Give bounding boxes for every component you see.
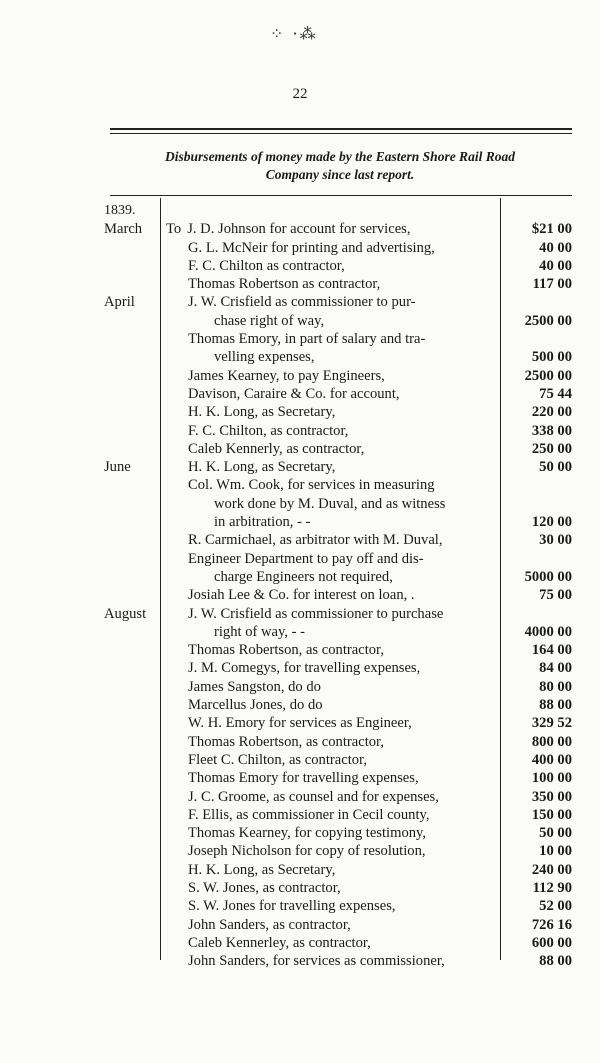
entry-text: James Sangston, do do xyxy=(188,678,321,695)
ledger-row xyxy=(104,714,584,732)
entry-text: Caleb Kennerley, as contractor, xyxy=(188,934,371,951)
entry-description xyxy=(188,385,522,403)
entry-description xyxy=(188,257,522,275)
entry-amount: 40 00 xyxy=(539,257,572,274)
ledger-row xyxy=(104,275,584,293)
entry-text: Josiah Lee & Co. for interest on loan, . xyxy=(188,587,415,604)
ledger-row xyxy=(104,824,584,842)
entry-text: Engineer Department to pay off and dis- xyxy=(188,550,424,567)
entry-description xyxy=(188,275,522,293)
entry-text: J. W. Crisfield as commissioner to pur- xyxy=(188,294,416,311)
ledger-row xyxy=(104,476,584,494)
entry-text: W. H. Emory for services as Engineer, xyxy=(188,715,412,732)
entry-description xyxy=(188,879,522,897)
ledger-row xyxy=(104,312,584,330)
entry-description xyxy=(214,348,548,366)
month-label: August xyxy=(104,605,147,622)
entry-description xyxy=(188,916,522,934)
entry-text: Thomas Robertson as contractor, xyxy=(188,276,381,293)
entry-text: S. W. Jones, as contractor, xyxy=(188,879,341,896)
entry-text: H. K. Long, as Secretary, xyxy=(188,459,336,476)
entry-amount: 10 00 xyxy=(539,843,572,860)
entry-text: Joseph Nicholson for copy of resolution, xyxy=(188,843,426,860)
entry-description xyxy=(214,312,548,330)
entry-description xyxy=(214,513,548,531)
entry-description xyxy=(188,806,522,824)
entry-amount: 220 00 xyxy=(531,404,572,421)
entry-text: J. C. Groome, as counsel and for expenses, xyxy=(188,788,439,805)
entry-description xyxy=(188,952,522,970)
page-number: 22 xyxy=(292,86,308,102)
ledger-row xyxy=(104,806,584,824)
entry-amount: $21 00 xyxy=(531,221,572,238)
ledger-row xyxy=(104,769,584,787)
heading-line-1: Disbursements of money made by the Eastern Shore Rail Road xyxy=(165,149,515,164)
ledger-row xyxy=(104,239,584,257)
entry-amount: 164 00 xyxy=(531,642,572,659)
disbursement-ledger xyxy=(104,202,584,970)
entry-text: F. C. Chilton, as contractor, xyxy=(188,422,349,439)
entry-description xyxy=(214,495,548,513)
entry-amount: 4000 00 xyxy=(524,623,572,640)
entry-amount: 240 00 xyxy=(531,861,572,878)
ledger-row xyxy=(104,678,584,696)
entry-description xyxy=(214,568,548,586)
entry-text: Davison, Caraire & Co. for account, xyxy=(188,385,400,402)
entry-description xyxy=(188,458,522,476)
entry-description xyxy=(188,751,522,769)
entry-text: Fleet C. Chilton, as contractor, xyxy=(188,751,367,768)
entry-description xyxy=(188,293,522,311)
ledger-row xyxy=(104,659,584,677)
entry-text: Marcellus Jones, do do xyxy=(188,697,323,714)
entry-description xyxy=(188,239,522,257)
entry-description xyxy=(166,220,500,238)
entry-amount: 100 00 xyxy=(531,770,572,787)
entry-amount: 88 00 xyxy=(539,697,572,714)
entry-text: J. M. Comegys, for travelling expenses, xyxy=(188,660,421,677)
ledger-row xyxy=(104,367,584,385)
ledger-row xyxy=(104,733,584,751)
entry-text: Thomas Robertson, as contractor, xyxy=(188,733,384,750)
entry-text: H. K. Long, as Secretary, xyxy=(188,861,336,878)
entry-text: right of way, - - xyxy=(214,623,306,640)
ledger-row xyxy=(104,385,584,403)
entry-description xyxy=(188,934,522,952)
entry-text: H. K. Long, as Secretary, xyxy=(188,404,336,421)
entry-description xyxy=(188,696,522,714)
entry-description xyxy=(188,605,522,623)
entry-description xyxy=(188,440,522,458)
entry-text: Caleb Kennerly, as contractor, xyxy=(188,440,365,457)
entry-description xyxy=(188,788,522,806)
ledger-row xyxy=(104,861,584,879)
entry-description xyxy=(188,586,522,604)
entry-amount: 338 00 xyxy=(531,422,572,439)
entry-text: charge Engineers not required, xyxy=(214,568,393,585)
entry-amount: 80 00 xyxy=(539,678,572,695)
entry-amount: 52 00 xyxy=(539,898,572,915)
entry-amount: 30 00 xyxy=(539,532,572,549)
ink-smudge-mark: ⁘ ·⁂ xyxy=(270,24,318,43)
month-label: June xyxy=(104,459,131,476)
entry-amount: 120 00 xyxy=(531,514,572,531)
entry-description xyxy=(188,476,522,494)
entry-description xyxy=(188,769,522,787)
entry-amount: 117 00 xyxy=(532,276,572,293)
entry-description xyxy=(188,659,522,677)
entry-text: F. Ellis, as commissioner in Cecil county, xyxy=(188,806,430,823)
entry-amount: 2500 00 xyxy=(524,367,572,384)
entry-description xyxy=(188,641,522,659)
entry-amount: 84 00 xyxy=(539,660,572,677)
table-top-rule xyxy=(110,195,572,196)
entry-text: John Sanders, as contractor, xyxy=(188,916,351,933)
ledger-row xyxy=(104,696,584,714)
ledger-row xyxy=(104,293,584,311)
entry-description xyxy=(214,623,548,641)
ledger-row xyxy=(104,550,584,568)
ledger-row xyxy=(104,641,584,659)
ledger-row xyxy=(104,916,584,934)
ledger-row xyxy=(104,458,584,476)
ledger-row xyxy=(104,531,584,549)
ledger-row xyxy=(104,605,584,623)
month-label: March xyxy=(104,221,143,238)
entry-text: velling expenses, xyxy=(214,349,315,366)
ledger-row xyxy=(104,586,584,604)
entry-amount: 329 52 xyxy=(531,715,572,732)
entry-amount: 88 00 xyxy=(539,953,572,970)
entry-amount: 75 44 xyxy=(539,385,572,402)
entry-amount: 50 00 xyxy=(539,825,572,842)
ledger-row xyxy=(104,495,584,513)
entry-prefix: To xyxy=(166,221,182,238)
ledger-row xyxy=(104,568,584,586)
entry-amount: 726 16 xyxy=(531,916,572,933)
entry-description xyxy=(188,550,522,568)
entry-description xyxy=(188,824,522,842)
heading-line-2: Company since last report. xyxy=(265,167,415,182)
ledger-row xyxy=(104,403,584,421)
ledger-row xyxy=(104,623,584,641)
entry-amount: 50 00 xyxy=(539,459,572,476)
entry-description xyxy=(188,403,522,421)
entry-text: Thomas Robertson, as contractor, xyxy=(188,642,384,659)
table-heading xyxy=(100,148,580,184)
entry-description xyxy=(188,678,522,696)
year-row xyxy=(104,202,584,220)
entry-text: work done by M. Duval, and as witness xyxy=(214,495,446,512)
ledger-row xyxy=(104,788,584,806)
entry-text: in arbitration, - - xyxy=(214,514,311,531)
entry-text: Thomas Emory, in part of salary and tra- xyxy=(188,331,426,348)
ledger-row xyxy=(104,934,584,952)
entry-description xyxy=(188,330,522,348)
entry-text: James Kearney, to pay Engineers, xyxy=(188,367,385,384)
entry-description xyxy=(188,733,522,751)
entry-description xyxy=(188,842,522,860)
entry-amount: 112 90 xyxy=(532,879,572,896)
entry-amount: 800 00 xyxy=(531,733,572,750)
entry-text: J. W. Crisfield as commissioner to purchase xyxy=(188,605,444,622)
ledger-row xyxy=(104,257,584,275)
entry-text: chase right of way, xyxy=(214,312,325,329)
entry-text: John Sanders, for services as commissioner, xyxy=(188,953,445,970)
ledger-row xyxy=(104,751,584,769)
entry-description xyxy=(188,422,522,440)
ledger-row xyxy=(104,422,584,440)
entry-amount: 250 00 xyxy=(531,440,572,457)
entry-amount: 150 00 xyxy=(531,806,572,823)
entry-text: G. L. McNeir for printing and advertising, xyxy=(188,239,435,256)
header-rule-thin xyxy=(110,133,572,134)
ledger-row xyxy=(104,440,584,458)
entry-amount: 600 00 xyxy=(531,934,572,951)
ledger-row xyxy=(104,220,584,238)
entry-text: J. D. Johnson for account for services, xyxy=(187,221,411,238)
entry-description xyxy=(188,861,522,879)
entry-text: R. Carmichael, as arbitrator with M. Duval, xyxy=(188,532,443,549)
entry-text: Col. Wm. Cook, for services in measuring xyxy=(188,477,435,494)
entry-text: S. W. Jones for travelling expenses, xyxy=(188,898,396,915)
entry-amount: 2500 00 xyxy=(524,312,572,329)
entry-description xyxy=(188,897,522,915)
ledger-row xyxy=(104,330,584,348)
entry-text: F. C. Chilton as contractor, xyxy=(188,257,345,274)
header-rule-thick xyxy=(110,128,572,130)
entry-description xyxy=(188,531,522,549)
ledger-row xyxy=(104,513,584,531)
entry-amount: 75 00 xyxy=(539,587,572,604)
entry-description xyxy=(188,714,522,732)
entry-amount: 40 00 xyxy=(539,239,572,256)
entry-amount: 5000 00 xyxy=(524,568,572,585)
ledger-row xyxy=(104,348,584,366)
entry-text: Thomas Emory for travelling expenses, xyxy=(188,770,419,787)
entry-amount: 500 00 xyxy=(531,349,572,366)
entry-amount: 350 00 xyxy=(531,788,572,805)
entry-text: Thomas Kearney, for copying testimony, xyxy=(188,825,427,842)
ledger-row xyxy=(104,897,584,915)
month-label: April xyxy=(104,294,135,311)
ledger-row xyxy=(104,842,584,860)
entry-description xyxy=(188,367,522,385)
entry-amount: 400 00 xyxy=(531,751,572,768)
year-label: 1839. xyxy=(104,203,136,218)
ledger-row xyxy=(104,952,584,970)
ledger-row xyxy=(104,879,584,897)
